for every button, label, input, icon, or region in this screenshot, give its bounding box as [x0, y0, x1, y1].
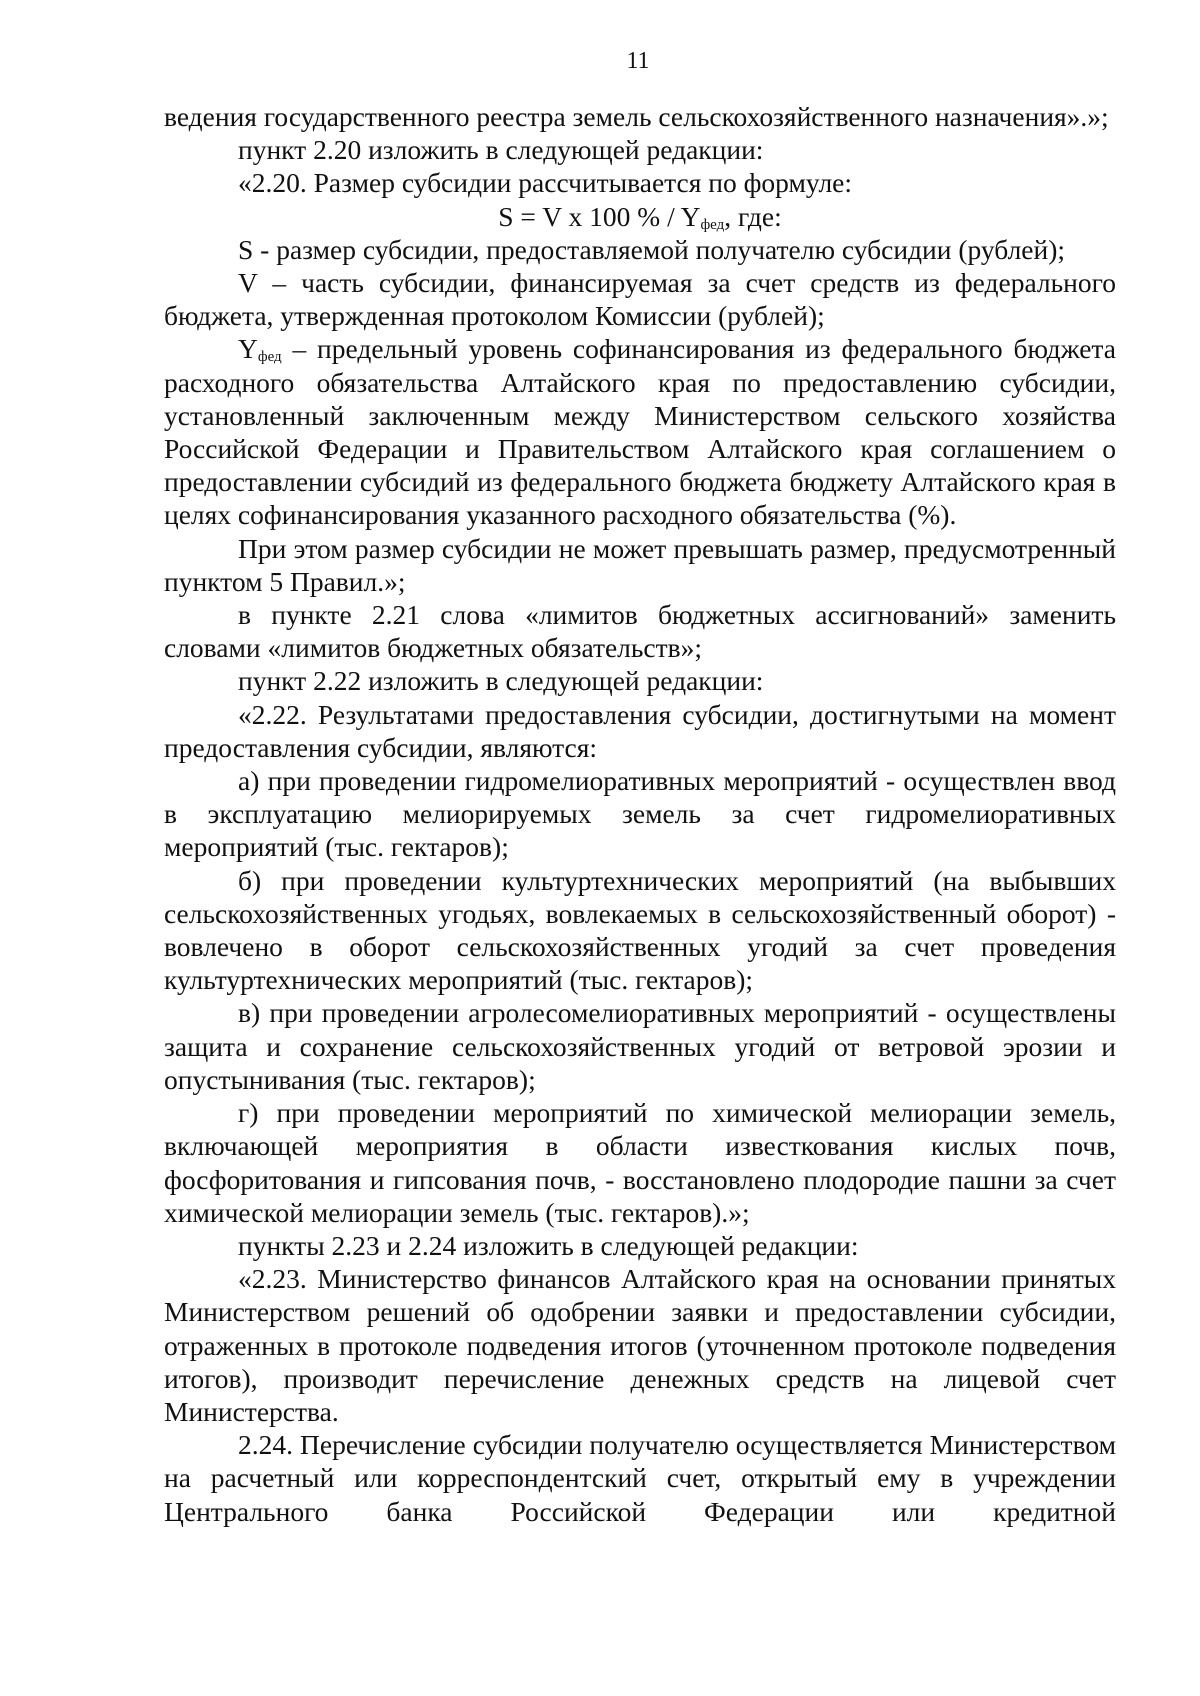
paragraph: [164, 332, 1116, 531]
paragraph: [164, 532, 1116, 598]
subscript: фед: [700, 216, 725, 233]
paragraph: [164, 166, 1116, 199]
paragraph-text: а) при проведении гидромелиоративных мероприятий - осуществлен ввод в эксплуатацию мелиорируемых земель за счет гидромелиоративных мероприятий (тыс. гектаров);: [164, 765, 1116, 863]
paragraph-text: S - размер субсидии, предоставляемой получателю субсидии (рублей);: [238, 233, 1066, 265]
paragraph: [164, 1428, 1116, 1528]
paragraph-text: в) при проведении агролесомелиоративных мероприятий - осуществлены защита и сохранение сельскохозяйственных угодий от ветровой эрозии и опустынивания (тыс. гектаров);: [164, 997, 1116, 1095]
paragraph: [164, 664, 1116, 697]
document-body: [164, 100, 1116, 1528]
paragraph: [164, 764, 1116, 864]
paragraph-text: «2.20. Размер субсидии рассчитывается по формуле:: [238, 167, 853, 199]
subscript: фед: [257, 349, 282, 366]
paragraph-text-continued: , где:: [724, 200, 782, 232]
paragraph-text: г) при проведении мероприятий по химической мелиорации земель, включающей мероприятия в области известкования кислых почв, фосфоритования и гипсования почв, - восстановлено плодородие пашни за счет химической мелиорации земель (тыс. гектаров).»;: [164, 1097, 1116, 1228]
paragraph: [164, 1262, 1116, 1428]
paragraph: [164, 698, 1116, 764]
paragraph-text: пункты 2.23 и 2.24 изложить в следующей редакции:: [238, 1229, 859, 1261]
paragraph-text: Y: [238, 333, 258, 365]
paragraph: [164, 233, 1116, 266]
paragraph: [164, 1096, 1116, 1229]
paragraph: [164, 266, 1116, 332]
paragraph-text: ведения государственного реестра земель сельскохозяйственного назначения».»;: [164, 101, 1109, 132]
paragraph-text: в пункте 2.21 слова «лимитов бюджетных ассигнований» заменить словами «лимитов бюджетных обязательств»;: [164, 599, 1116, 664]
paragraph-text: пункт 2.22 изложить в следующей редакции:: [238, 665, 764, 697]
paragraph-text: 2.24. Перечисление субсидии получателю осуществляется Министерством на расчетный или корреспондентский счет, открытый ему в учреждении Центрального банка Российской Федерации или кредитной: [164, 1429, 1116, 1527]
paragraph-text: «2.22. Результатами предоставления субсидии, достигнутыми на момент предоставления субсидии, являются:: [164, 698, 1116, 763]
paragraph-text-continued: – предельный уровень софинансирования из федерального бюджета расходного обязательства Алтайского края по предоставлению субсидии, установленный заключенным между Министерством сельского хозяйства Российской Федерации и Правительством Алтайского края соглашением о предоставлении субсидий из федерального бюджета бюджету Алтайского края в целях софинансирования указанного расходного обязательства (%).: [164, 333, 1116, 531]
paragraph: [164, 598, 1116, 664]
paragraph-text: б) при проведении культуртехнических мероприятий (на выбывших сельскохозяйственных угодьях, вовлекаемых в сельскохозяйственный оборот) - вовлечено в оборот сельскохозяйственных угодий за счет проведения культуртехнических мероприятий (тыс. гектаров);: [164, 864, 1116, 996]
paragraph-text: пункт 2.20 изложить в следующей редакции:: [238, 134, 764, 166]
paragraph-text: V – часть субсидии, финансируемая за счет средств из федерального бюджета, утвержденная протоколом Комиссии (рублей);: [164, 267, 1116, 332]
paragraph: [164, 1229, 1116, 1262]
paragraph-text: «2.23. Министерство финансов Алтайского края на основании принятых Министерством решений об одобрении заявки и предоставлении субсидии, отраженных в протоколе подведения итогов (уточненном протоколе подведения итогов), производит перечисление денежных средств на лицевой счет Министерства.: [164, 1263, 1116, 1427]
page-number: 11: [626, 48, 650, 74]
paragraph: [164, 100, 1116, 133]
paragraph: [164, 133, 1116, 166]
paragraph-text: При этом размер субсидии не может превышать размер, предусмотренный пунктом 5 Правил.»;: [164, 532, 1116, 597]
paragraph-text: S = V x 100 % / Y: [498, 200, 701, 232]
paragraph: [164, 996, 1116, 1096]
paragraph: [164, 200, 1116, 233]
paragraph: [164, 864, 1116, 997]
